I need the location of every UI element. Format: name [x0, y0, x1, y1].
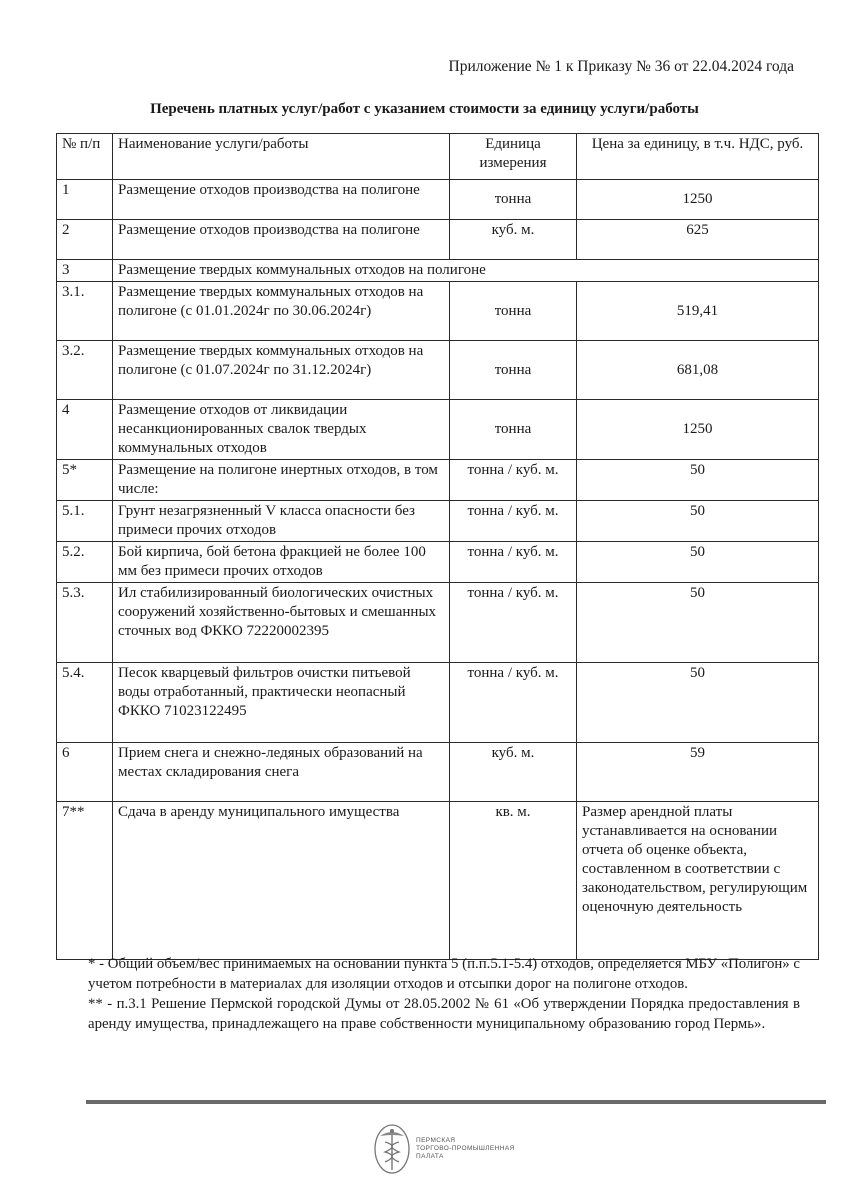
table-row — [57, 341, 819, 400]
document-title: Перечень платных услуг/работ с указанием стоимости за единицу услуги/работы — [150, 101, 699, 117]
table-row — [57, 460, 819, 501]
row-num: 1 — [57, 180, 113, 220]
row-service-name: Размещение на полигоне инертных отходов, в том числе: — [113, 460, 450, 501]
row-num: 7** — [57, 802, 113, 960]
table-row — [57, 663, 819, 743]
row-unit: тонна / куб. м. — [450, 460, 577, 501]
row-num: 4 — [57, 400, 113, 460]
row-unit: тонна / куб. м. — [450, 501, 577, 542]
row-price: 50 — [577, 501, 819, 542]
row-num: 3.1. — [57, 282, 113, 341]
row-service-name: Размещение отходов производства на полигоне — [113, 220, 450, 260]
row-num: 5.3. — [57, 583, 113, 663]
footnote-lease: ** - п.3.1 Решение Пермской городской Думы от 28.05.2002 № 61 «Об утверждении Порядка предоставления в аренду имущества, принадлежащего на праве собственности муниципальному образованию город Пермь». — [88, 996, 800, 1032]
row-price: 519,41 — [577, 282, 819, 341]
page-divider — [86, 1100, 826, 1104]
table-row — [57, 583, 819, 663]
row-unit: тонна / куб. м. — [450, 663, 577, 743]
table-row — [57, 501, 819, 542]
footnote-inert-waste: * - Общий объем/вес принимаемых на основании пункта 5 (п.п.5.1-5.4) отходов, определяется МБУ «Полигон» с учетом потребности в материалах для изоляции отходов и отсыпки дорог на полигоне отходов. — [88, 956, 800, 992]
caduceus-logo-icon — [372, 1122, 412, 1176]
row-unit: кв. м. — [450, 802, 577, 960]
row-unit: куб. м. — [450, 220, 577, 260]
row-num: 5* — [57, 460, 113, 501]
row-service-name: Прием снега и снежно-ледяных образований на местах складирования снега — [113, 743, 450, 802]
row-service-name: Размещение твердых коммунальных отходов на полигоне (с 01.01.2024г по 30.06.2024г) — [113, 282, 450, 341]
row-price: 1250 — [577, 180, 819, 220]
row-num: 2 — [57, 220, 113, 260]
column-header-name: Наименование услуги/работы — [113, 134, 450, 180]
row-unit: тонна / куб. м. — [450, 542, 577, 583]
row-service-name: Размещение твердых коммунальных отходов на полигоне — [113, 260, 819, 282]
row-price: 681,08 — [577, 341, 819, 400]
row-price: 625 — [577, 220, 819, 260]
row-price: 50 — [577, 663, 819, 743]
row-service-name: Сдача в аренду муниципального имущества — [113, 802, 450, 960]
row-num: 5.4. — [57, 663, 113, 743]
table-row — [57, 802, 819, 960]
column-header-unit: Единица измерения — [450, 134, 577, 180]
row-unit: тонна — [450, 400, 577, 460]
row-num: 6 — [57, 743, 113, 802]
row-num: 3 — [57, 260, 113, 282]
table-row — [57, 743, 819, 802]
row-service-name: Песок кварцевый фильтров очистки питьевой воды отработанный, практически неопасный ФККО 71023122495 — [113, 663, 450, 743]
table-header-row — [57, 134, 819, 180]
chamber-stamp — [372, 1122, 515, 1176]
table-row — [57, 400, 819, 460]
row-price: 59 — [577, 743, 819, 802]
row-service-name: Бой кирпича, бой бетона фракцией не более 100 мм без примеси прочих отходов — [113, 542, 450, 583]
table-row — [57, 260, 819, 282]
column-header-price: Цена за единицу, в т.ч. НДС, руб. — [577, 134, 819, 180]
stamp-line-1: ПЕРМСКАЯ — [416, 1137, 456, 1144]
row-service-name: Размещение отходов производства на полигоне — [113, 180, 450, 220]
stamp-line-3: ПАЛАТА — [416, 1153, 444, 1160]
row-num: 3.2. — [57, 341, 113, 400]
row-unit: тонна — [450, 341, 577, 400]
row-unit: тонна — [450, 180, 577, 220]
row-price: Размер арендной платы устанавливается на основании отчета об оценке объекта, составленном в соответствии с законодательством, регулирующим оценочную деятельность — [577, 802, 819, 960]
row-service-name: Ил стабилизированный биологических очистных сооружений хозяйственно-бытовых и смешанных сточных вод ФККО 72220002395 — [113, 583, 450, 663]
footnotes — [88, 954, 800, 1034]
row-service-name: Грунт незагрязненный V класса опасности без примеси прочих отходов — [113, 501, 450, 542]
table-row — [57, 282, 819, 341]
row-price: 50 — [577, 460, 819, 501]
column-header-num: № п/п — [57, 134, 113, 180]
appendix-reference: Приложение № 1 к Приказу № 36 от 22.04.2024 года — [448, 58, 794, 75]
row-price: 1250 — [577, 400, 819, 460]
row-service-name: Размещение отходов от ликвидации несанкционированных свалок твердых коммунальных отходов — [113, 400, 450, 460]
row-service-name: Размещение твердых коммунальных отходов на полигоне (с 01.07.2024г по 31.12.2024г) — [113, 341, 450, 400]
stamp-line-2: ТОРГОВО-ПРОМЫШЛЕННАЯ — [416, 1145, 515, 1152]
table-row — [57, 542, 819, 583]
row-unit: тонна / куб. м. — [450, 583, 577, 663]
table-row — [57, 180, 819, 220]
table-row — [57, 220, 819, 260]
row-num: 5.2. — [57, 542, 113, 583]
row-unit: тонна — [450, 282, 577, 341]
row-unit: куб. м. — [450, 743, 577, 802]
row-price: 50 — [577, 583, 819, 663]
row-num: 5.1. — [57, 501, 113, 542]
row-price: 50 — [577, 542, 819, 583]
services-price-table — [56, 133, 819, 960]
